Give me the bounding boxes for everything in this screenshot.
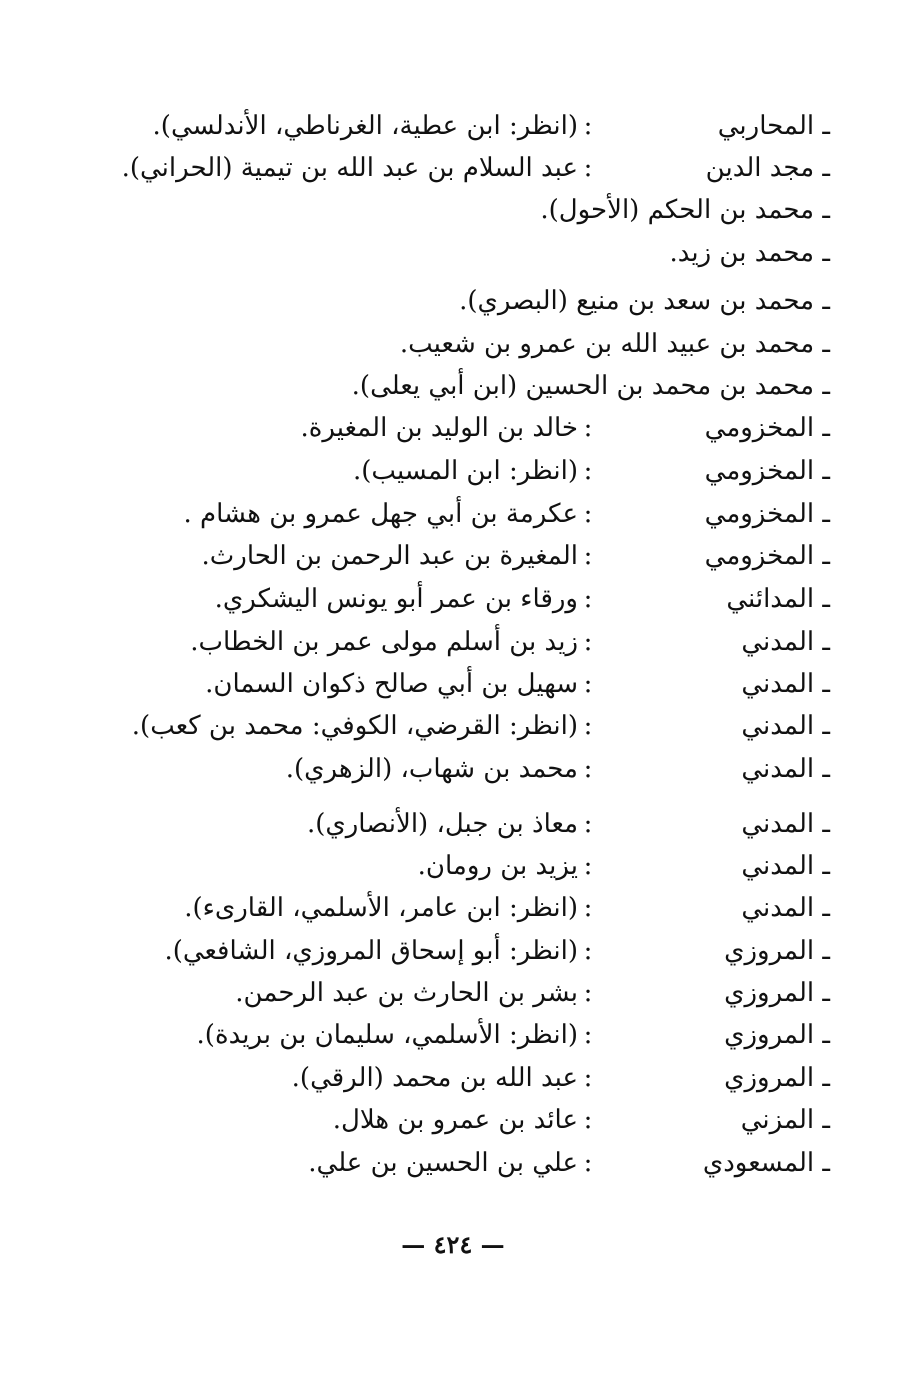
entry-reference: (انظر: القرضي، الكوفي: محمد بن كعب). <box>131 711 578 741</box>
index-entry <box>120 408 830 448</box>
entry-colon: : <box>583 1148 593 1178</box>
entry-term: ـ المخزومي <box>704 413 830 443</box>
entry-term: ـ المدني <box>741 627 830 657</box>
index-entry <box>120 324 830 364</box>
entry-colon: : <box>583 669 593 699</box>
index-entry <box>120 1015 830 1055</box>
entry-term: ـ المروزي <box>724 978 830 1008</box>
index-entry <box>120 888 830 928</box>
entry-term: ـ المخزومي <box>704 499 830 529</box>
index-entry <box>120 451 830 491</box>
entry-term: ـ المروزي <box>724 1063 830 1093</box>
entry-term: ـ المخزومي <box>704 456 830 486</box>
entry-term: ـ محمد بن محمد بن الحسين (ابن أبي يعلى). <box>351 371 830 401</box>
index-entry <box>120 190 830 230</box>
page-number: — ٤٢٤ — <box>401 1230 505 1259</box>
entry-reference: عبد الله بن محمد (الرقي). <box>291 1063 578 1093</box>
entry-colon: : <box>583 809 593 839</box>
entry-term: ـ المدني <box>741 711 830 741</box>
entry-term: ـ المدني <box>741 754 830 784</box>
entry-reference: عائد بن عمرو بن هلال. <box>332 1105 578 1135</box>
index-entry <box>120 622 830 662</box>
index-entry <box>120 931 830 971</box>
index-entry <box>120 749 830 789</box>
entry-colon: : <box>583 627 593 657</box>
index-entry <box>120 973 830 1013</box>
index-entry <box>120 494 830 534</box>
entry-reference: معاذ بن جبل، (الأنصاري). <box>306 809 578 839</box>
entry-term: ـ محمد بن سعد بن منيع (البصري). <box>459 286 830 316</box>
index-entry <box>120 1143 830 1183</box>
entry-colon: : <box>583 499 593 529</box>
index-entry <box>120 233 830 273</box>
entry-reference: سهيل بن أبي صالح ذكوان السمان. <box>205 669 578 699</box>
entry-colon: : <box>583 1063 593 1093</box>
entry-term: ـ المروزي <box>724 1020 830 1050</box>
entry-colon: : <box>583 413 593 443</box>
entry-term: ـ محمد بن الحكم (الأحول). <box>540 195 830 225</box>
index-entry <box>120 664 830 704</box>
entry-reference: ورقاء بن عمر أبو يونس اليشكري. <box>214 584 578 614</box>
index-entry <box>120 148 830 188</box>
entry-term: ـ المسعودي <box>702 1148 830 1178</box>
entry-reference: (انظر: أبو إسحاق المروزي، الشافعي). <box>164 936 578 966</box>
entry-term: ـ المدني <box>741 809 830 839</box>
entry-colon: : <box>583 111 593 141</box>
entry-term: ـ محمد بن زيد. <box>669 238 830 268</box>
entry-colon: : <box>583 584 593 614</box>
entry-term: ـ مجد الدين <box>705 153 830 183</box>
entry-term: ـ المدني <box>741 669 830 699</box>
entry-colon: : <box>583 153 593 183</box>
entry-colon: : <box>583 936 593 966</box>
entry-term: ـ محمد بن عبيد الله بن عمرو بن شعيب. <box>399 329 830 359</box>
entry-reference: عكرمة بن أبي جهل عمرو بن هشام . <box>183 499 578 529</box>
entry-term: ـ المخزومي <box>704 541 830 571</box>
entry-term: ـ المحاربي <box>717 111 830 141</box>
entry-term: ـ المدائني <box>726 584 830 614</box>
entry-reference: بشر بن الحارث بن عبد الرحمن. <box>235 978 578 1008</box>
entry-colon: : <box>583 978 593 1008</box>
entry-colon: : <box>583 1020 593 1050</box>
entry-colon: : <box>583 541 593 571</box>
entry-reference: خالد بن الوليد بن المغيرة. <box>300 413 578 443</box>
index-entry <box>120 706 830 746</box>
entry-term: ـ المزني <box>740 1105 830 1135</box>
entry-reference: (انظر: الأسلمي، سليمان بن بريدة). <box>196 1020 578 1050</box>
index-entry <box>120 536 830 576</box>
entry-colon: : <box>583 711 593 741</box>
entry-colon: : <box>583 456 593 486</box>
entry-reference: يزيد بن رومان. <box>417 851 578 881</box>
entry-term: ـ المدني <box>741 893 830 923</box>
entry-reference: زيد بن أسلم مولى عمر بن الخطاب. <box>190 627 578 657</box>
index-entry <box>120 366 830 406</box>
entry-reference: علي بن الحسين بن علي. <box>308 1148 578 1178</box>
index-entry <box>120 1058 830 1098</box>
entry-colon: : <box>583 893 593 923</box>
entry-reference: (انظر: ابن عامر، الأسلمي، القارىء). <box>184 893 578 923</box>
index-entry <box>120 281 830 321</box>
entry-colon: : <box>583 1105 593 1135</box>
entry-reference: المغيرة بن عبد الرحمن بن الحارث. <box>201 541 578 571</box>
entry-reference: محمد بن شهاب، (الزهري). <box>285 754 578 784</box>
entry-reference: عبد السلام بن عبد الله بن تيمية (الحراني). <box>121 153 578 183</box>
index-entry <box>120 1100 830 1140</box>
entry-colon: : <box>583 851 593 881</box>
entry-reference: (انظر: ابن المسيب). <box>353 456 578 486</box>
index-entry <box>120 846 830 886</box>
index-entry <box>120 106 830 146</box>
entry-term: ـ المروزي <box>724 936 830 966</box>
entry-reference: (انظر: ابن عطية، الغرناطي، الأندلسي). <box>152 111 578 141</box>
index-entry <box>120 579 830 619</box>
index-entry <box>120 804 830 844</box>
entry-term: ـ المدني <box>741 851 830 881</box>
entry-colon: : <box>583 754 593 784</box>
